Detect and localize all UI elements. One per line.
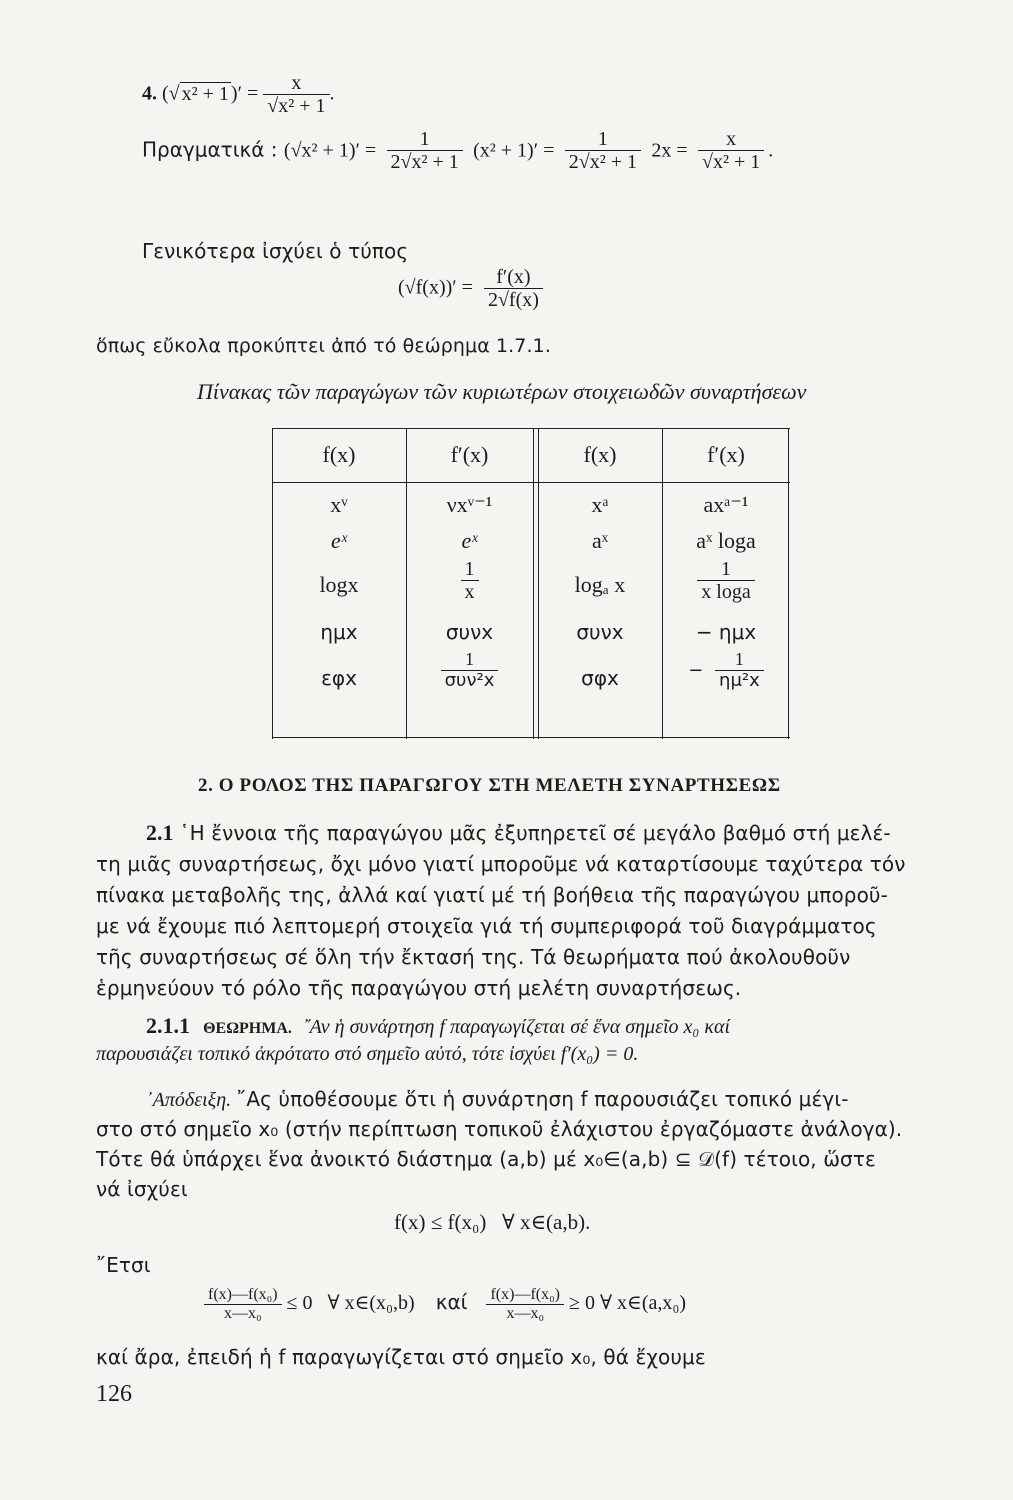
cell-r5-c2-num: 1	[465, 649, 474, 669]
proof-frac2-den: 2√x² + 1	[565, 150, 641, 174]
proof-formula	[142, 128, 773, 174]
cell-r4-c2: συνx	[445, 620, 494, 644]
example-formula	[142, 72, 335, 118]
theorem	[146, 1013, 730, 1039]
cell-r3-c4-num: 1	[721, 558, 731, 580]
theorem-line-1: ῎Αν ἡ συνάρτηση f παραγωγίζεται σέ ἕνα σημεῖο x₀ καί	[303, 1016, 731, 1038]
cell-r1-c3: xᵃ	[591, 492, 609, 517]
paragraph-line-4: με νά ἔχουμε πιό λεπτομερή στοιχεῖα γιά τή συμπεριφορά τοῦ διαγράμματος	[96, 914, 877, 938]
inequality-2	[204, 1286, 686, 1323]
example-lhs-open: (√	[162, 82, 180, 105]
cell-r3-c2	[406, 558, 533, 604]
cell-r3-c2-fraction	[461, 558, 479, 604]
example-number: 4.	[142, 82, 157, 105]
proof-frac2	[565, 128, 641, 174]
proof-line-3: Τότε θά ὑπάρχει ἕνα ἀνοικτό διάστημα (a,b) μέ x₀∈(a,b) ⊆ 𝒟(f) τέτοιο, ὥστε	[96, 1147, 876, 1171]
kai-word: καί	[435, 1290, 468, 1315]
cell-r2-c4: aˣ loga	[696, 528, 756, 553]
cell-r2-c1: eˣ	[331, 528, 347, 553]
derivative-table	[272, 428, 790, 739]
cell-r1-c4: axᵃ⁻¹	[703, 492, 749, 517]
cell-r4-c4: − ημx	[695, 620, 757, 644]
proof-frac2-num: 1	[597, 128, 608, 150]
cell-r4-c3: συνx	[576, 620, 624, 644]
cell-r5-c4	[662, 650, 790, 691]
inequality-2-fraction	[204, 1286, 282, 1323]
inequality-3-fraction	[486, 1286, 564, 1323]
general-lhs: (√f(x))′ =	[398, 276, 473, 299]
cell-r5-c4-fraction	[715, 650, 764, 691]
cell-r5-c2-fraction	[441, 650, 499, 691]
cell-r5-c2-den: συν²x	[441, 670, 499, 692]
cell-r1-c2: νxᵛ⁻¹	[446, 492, 493, 517]
proof-label: ᾿Απόδειξη.	[146, 1089, 232, 1111]
paragraph-line-2: τη μιᾶς συναρτήσεως, ὄχι μόνο γιατί μποροῦμε νά καταρτίσουμε ταχύτερα τόν	[96, 852, 906, 876]
cell-r3-c4-fraction	[697, 558, 754, 604]
paragraph-number: 2.1	[146, 820, 174, 845]
proof-first-line	[146, 1087, 849, 1112]
cell-r2-c3: aˣ	[591, 528, 609, 553]
section-heading: 2. Ο ΡΟΛΟΣ ΤΗΣ ΠΑΡΑΓΩΓΟΥ ΣΤΗ ΜΕΛΕΤΗ ΣΥΝΑΡΤΗΣΕΩΣ	[198, 775, 781, 796]
cell-r5-c4-num: 1	[734, 649, 744, 669]
proof-frac3-den: √x² + 1	[698, 150, 764, 174]
proof-line-1: ῎Ας ὑποθέσουμε ὅτι ἡ συνάρτηση f παρουσιάζει τοπικό μέγι-	[236, 1087, 849, 1111]
proof-frac1-num: 1	[419, 128, 430, 150]
header-dfx-1: f′(x)	[450, 442, 489, 467]
cell-r3-c2-num: 1	[464, 558, 475, 580]
cell-r3-c4-den: x loga	[697, 580, 754, 604]
inequality-2-num: f(x)—f(x₀)	[208, 1286, 278, 1303]
header-fx-1: f(x)	[322, 442, 356, 467]
cell-r1-c1: xᵛ	[330, 492, 348, 517]
general-fraction	[484, 266, 543, 312]
page-number: 126	[96, 1381, 132, 1407]
example-fraction-den: √x² + 1	[263, 94, 329, 118]
proof-end: .	[768, 139, 774, 162]
last-line: καί ἄρα, ἐπειδή ἡ f παραγωγίζεται στό σημεῖο x₀, θά ἔχουμε	[96, 1345, 706, 1369]
inequality-2-rest: ≤ 0 ∀ x∈(x₀,b)	[286, 1292, 415, 1315]
cell-r4-c1: ημx	[320, 620, 358, 644]
theorem-line-2: παρουσιάζει τοπικό ἀκρότατο στό σημεῖο αὐτό, τότε ἰσχύει f′(x₀) = 0.	[96, 1043, 639, 1065]
cell-r3-c4	[662, 558, 790, 604]
cell-r3-c2-den: x	[461, 580, 479, 604]
paragraph-line-1-text: ῾Η ἔννοια τῆς παραγώγου μᾶς ἐξυπηρετεῖ σέ μεγάλο βαθμό στή μελέ-	[179, 821, 891, 845]
example-radicand: x² + 1	[181, 82, 229, 105]
proof-frac1	[387, 128, 463, 174]
theorem-number: 2.1.1	[146, 1013, 190, 1038]
inequality-3-rest: ≥ 0 ∀ x∈(a,x₀)	[569, 1292, 687, 1315]
paragraph-line-3: πίνακα μεταβολῆς της, ἀλλά καί γιατί μέ τή βοήθεια τῆς παραγώγου μποροῦ-	[96, 883, 888, 907]
proof-frac3	[698, 128, 764, 174]
general-intro: Γενικότερα ἰσχύει ὁ τύπος	[142, 239, 409, 263]
proof-line-2: στο στό σημεῖο x₀ (στήν περίπτωση τοπικοῦ ἐλάχιστου ἐργαζόμαστε ἀνάλογα).	[96, 1117, 903, 1141]
proof-term1: (√x² + 1)′ =	[283, 139, 377, 162]
header-fx-2: f(x)	[583, 442, 617, 467]
example-fraction	[263, 72, 329, 118]
theorem-label: ΘΕΩΡΗΜΑ.	[203, 1020, 292, 1037]
paragraph-line-6: ἑρμηνεύουν τό ρόλο τῆς παραγώγου στή μελέτη συναρτήσεως.	[96, 976, 742, 1000]
etsi-word: ῎Ετσι	[96, 1253, 151, 1277]
proof-frac3-num: x	[726, 128, 737, 150]
paragraph-line-5: τῆς συναρτήσεως σέ ὅλη τήν ἔκτασή της. Τά θεωρήματα πού ἀκολουθοῦν	[96, 945, 851, 969]
example-lhs-close: )′ =	[230, 82, 259, 105]
proof-label: Πραγματικά :	[142, 137, 278, 162]
cell-r5-c1: εφx	[321, 666, 357, 690]
cell-r3-c3: logₐ x	[574, 572, 626, 597]
cell-r5-c4-den: ημ²x	[715, 670, 764, 692]
inequality-3-num: f(x)—f(x₀)	[490, 1286, 560, 1303]
example-end: .	[329, 82, 335, 105]
proof-frac1-den: 2√x² + 1	[387, 150, 463, 174]
paragraph-2-1-line-1	[146, 820, 891, 846]
inequality-2-den: x—x₀	[204, 1304, 282, 1323]
cell-r5-c3: σφx	[581, 666, 619, 690]
general-formula	[398, 266, 543, 312]
cell-r5-c2	[406, 650, 533, 691]
table-title: Πίνακας τῶν παραγώγων τῶν κυριωτέρων στοιχειωδῶν συναρτήσεων	[197, 379, 807, 404]
table-bottom-rule	[272, 737, 790, 738]
table-top-rule	[272, 428, 790, 429]
cell-r3-c1: logx	[319, 572, 359, 597]
table-col-rule-2a	[533, 428, 534, 739]
example-fraction-num: x	[291, 72, 302, 94]
general-fraction-den: 2√f(x)	[484, 288, 543, 312]
proof-term3: 2x =	[651, 139, 688, 162]
proof-term2: (x² + 1)′ =	[473, 139, 555, 162]
table-header-rule	[272, 482, 790, 483]
general-fraction-num: f′(x)	[496, 266, 531, 288]
inequality-3-den: x—x₀	[486, 1304, 564, 1323]
cell-r5-c4-sign: −	[688, 660, 704, 682]
header-dfx-2: f′(x)	[707, 442, 745, 467]
cell-r2-c2: eˣ	[461, 528, 478, 553]
inequality-1: f(x) ≤ f(x₀) ∀ x∈(a,b).	[394, 1210, 591, 1234]
proof-line-4: νά ἰσχύει	[96, 1177, 188, 1201]
general-after: ὅπως εὔκολα προκύπτει ἀπό τό θεώρημα 1.7.1.	[96, 335, 551, 357]
